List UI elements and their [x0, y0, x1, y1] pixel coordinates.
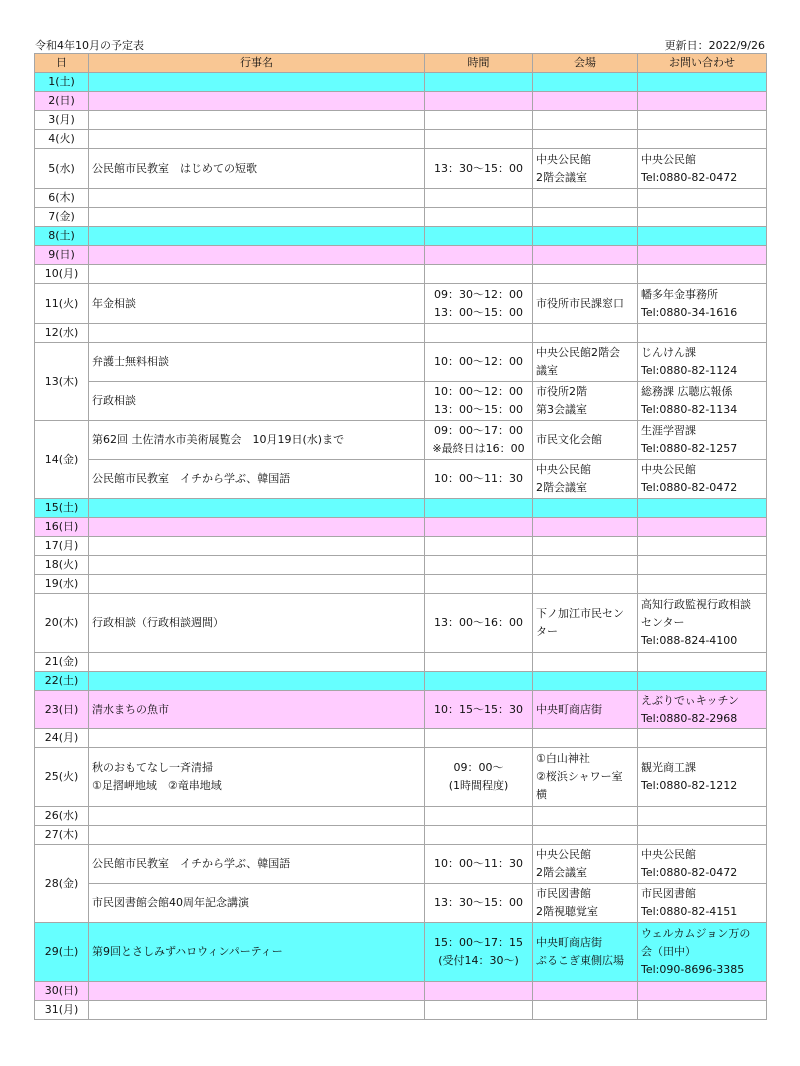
cell-line: 市民文化会館	[536, 433, 602, 446]
event-name-cell	[89, 499, 425, 518]
day-cell: 15(土)	[35, 499, 89, 518]
table-row	[35, 729, 767, 748]
cell-line: 議室	[536, 364, 558, 377]
contact-cell	[638, 982, 767, 1001]
table-row	[35, 1001, 767, 1020]
table-row	[35, 594, 767, 653]
updated-date: 更新日：2022/9/26	[664, 39, 765, 52]
day-cell: 30(日)	[35, 982, 89, 1001]
day-cell: 10(月)	[35, 265, 89, 284]
time-cell	[425, 537, 533, 556]
day-cell: 17(月)	[35, 537, 89, 556]
cell-line: ①足摺岬地域 ②竜串地域	[92, 779, 222, 792]
day-cell: 14(金)	[35, 421, 89, 499]
time-cell	[425, 672, 533, 691]
cell-line: 10：00～11：30	[434, 857, 523, 870]
cell-line: 会（田中）	[641, 945, 696, 958]
time-cell	[425, 149, 533, 189]
cell-line: Tel:0880-82-0472	[641, 481, 738, 494]
table-row	[35, 556, 767, 575]
event-name-cell	[89, 92, 425, 111]
day-cell: 24(月)	[35, 729, 89, 748]
day-cell: 7(金)	[35, 208, 89, 227]
time-cell	[425, 1001, 533, 1020]
contact-cell	[638, 653, 767, 672]
event-name-cell	[89, 382, 425, 421]
time-cell	[425, 807, 533, 826]
cell-line: 第3会議室	[536, 403, 587, 416]
venue-cell	[533, 672, 638, 691]
day-cell: 20(木)	[35, 594, 89, 653]
table-row	[35, 343, 767, 382]
time-cell	[425, 748, 533, 807]
table-row	[35, 284, 767, 324]
table-row	[35, 691, 767, 729]
cell-line: 下ノ加江市民セン	[536, 607, 624, 620]
cell-line: 行政相談（行政相談週間）	[92, 616, 224, 629]
venue-cell	[533, 594, 638, 653]
cell-line: 公民館市民教室 はじめての短歌	[92, 161, 257, 175]
table-row	[35, 460, 767, 499]
contact-cell	[638, 149, 767, 189]
cell-line: 10：15～15：30	[434, 702, 523, 716]
cell-line: 中央公民館	[536, 463, 591, 476]
cell-line: Tel:0880-82-0472	[641, 866, 738, 879]
cell-line: ※最終日は16：00	[432, 442, 525, 455]
venue-cell	[533, 421, 638, 460]
col-header-time: 時間	[425, 54, 533, 73]
time-cell	[425, 73, 533, 92]
event-name-cell	[89, 672, 425, 691]
cell-line: Tel:0880-82-1124	[641, 364, 738, 377]
day-cell: 23(日)	[35, 691, 89, 729]
table-row	[35, 807, 767, 826]
contact-cell	[638, 826, 767, 845]
day-cell: 21(金)	[35, 653, 89, 672]
venue-cell	[533, 130, 638, 149]
contact-cell	[638, 518, 767, 537]
table-row	[35, 92, 767, 111]
cell-line: センター	[641, 616, 685, 629]
cell-line: じんけん課	[641, 346, 696, 359]
cell-line: Tel:0880-82-1134	[641, 403, 738, 416]
cell-line: ター	[536, 625, 558, 638]
cell-line: 市民図書館会館40周年記念講演	[92, 896, 249, 909]
cell-line: 2階視聴覚室	[536, 905, 598, 918]
table-row	[35, 265, 767, 284]
contact-cell	[638, 807, 767, 826]
time-cell	[425, 556, 533, 575]
contact-cell	[638, 189, 767, 208]
time-cell	[425, 594, 533, 653]
contact-cell	[638, 284, 767, 324]
cell-line: Tel:090-8696-3385	[641, 963, 745, 976]
contact-cell	[638, 845, 767, 884]
contact-cell	[638, 691, 767, 729]
table-row	[35, 227, 767, 246]
venue-cell	[533, 73, 638, 92]
cell-line: 中央公民館2階会	[536, 346, 620, 359]
venue-cell	[533, 284, 638, 324]
event-name-cell	[89, 1001, 425, 1020]
venue-cell	[533, 1001, 638, 1020]
table-row	[35, 149, 767, 189]
event-name-cell	[89, 691, 425, 729]
contact-cell	[638, 556, 767, 575]
cell-line: えぶりでぃキッチン	[641, 693, 740, 707]
cell-line: 市民図書館	[641, 887, 696, 900]
table-row	[35, 537, 767, 556]
table-row	[35, 421, 767, 460]
cell-line: 第62回 土佐清水市美術展覧会 10月19日(水)まで	[92, 433, 345, 446]
time-cell	[425, 884, 533, 923]
cell-line: Tel:0880-82-2968	[641, 711, 738, 725]
cell-line: ぷるこぎ東側広場	[536, 954, 624, 967]
venue-cell	[533, 208, 638, 227]
table-row	[35, 499, 767, 518]
event-name-cell	[89, 149, 425, 189]
cell-line: 高知行政監視行政相談	[641, 598, 751, 611]
table-row	[35, 382, 767, 421]
cell-line: 市民図書館	[536, 887, 591, 900]
table-row	[35, 111, 767, 130]
cell-line: ②桜浜シャワー室	[536, 770, 623, 783]
cell-line: 2階会議室	[536, 866, 587, 879]
table-row	[35, 575, 767, 594]
time-cell	[425, 284, 533, 324]
day-cell: 4(火)	[35, 130, 89, 149]
day-cell: 2(日)	[35, 92, 89, 111]
page-title: 令和4年10月の予定表	[35, 39, 144, 52]
time-cell	[425, 460, 533, 499]
table-row	[35, 672, 767, 691]
venue-cell	[533, 653, 638, 672]
table-row	[35, 845, 767, 884]
contact-cell	[638, 748, 767, 807]
cell-line: 弁護士無料相談	[92, 355, 169, 368]
event-name-cell	[89, 73, 425, 92]
event-name-cell	[89, 421, 425, 460]
day-cell: 18(火)	[35, 556, 89, 575]
cell-line: 公民館市民教室 イチから学ぶ、韓国語	[92, 472, 291, 485]
day-cell: 13(木)	[35, 343, 89, 421]
venue-cell	[533, 691, 638, 729]
cell-line: 中央公民館	[536, 152, 591, 166]
cell-line: 市役所2階	[536, 385, 587, 398]
cell-line: 09：00～17：00	[434, 424, 523, 437]
event-name-cell	[89, 556, 425, 575]
col-header-contact: お問い合わせ	[638, 54, 767, 73]
cell-line: 10：00～12：00	[434, 385, 523, 398]
cell-line: 公民館市民教室 イチから学ぶ、韓国語	[92, 857, 291, 870]
cell-line: 中央町商店街	[536, 936, 602, 949]
day-cell: 5(水)	[35, 149, 89, 189]
cell-line: 2階会議室	[536, 170, 587, 184]
cell-line: 横	[536, 788, 547, 801]
contact-cell	[638, 265, 767, 284]
event-name-cell	[89, 227, 425, 246]
time-cell	[425, 343, 533, 382]
cell-line: 行政相談	[92, 394, 136, 407]
event-name-cell	[89, 845, 425, 884]
contact-cell	[638, 729, 767, 748]
event-name-cell	[89, 884, 425, 923]
day-cell: 28(金)	[35, 845, 89, 923]
day-cell: 1(土)	[35, 73, 89, 92]
day-cell: 22(土)	[35, 672, 89, 691]
venue-cell	[533, 111, 638, 130]
cell-line: 総務課 広聴広報係	[641, 385, 733, 398]
time-cell	[425, 382, 533, 421]
venue-cell	[533, 807, 638, 826]
cell-line: 中央町商店街	[536, 702, 602, 716]
cell-line: 13：00～15：00	[434, 403, 523, 416]
contact-cell	[638, 575, 767, 594]
table-header-row	[35, 54, 767, 73]
venue-cell	[533, 265, 638, 284]
event-name-cell	[89, 284, 425, 324]
table-row	[35, 923, 767, 982]
time-cell	[425, 189, 533, 208]
cell-line: 10：00～11：30	[434, 472, 523, 485]
table-row	[35, 208, 767, 227]
venue-cell	[533, 537, 638, 556]
event-name-cell	[89, 324, 425, 343]
day-cell: 9(日)	[35, 246, 89, 265]
contact-cell	[638, 1001, 767, 1020]
time-cell	[425, 653, 533, 672]
event-name-cell	[89, 826, 425, 845]
cell-line: 09：00～	[453, 761, 504, 774]
time-cell	[425, 246, 533, 265]
event-name-cell	[89, 460, 425, 499]
cell-line: 2階会議室	[536, 481, 587, 494]
cell-line: 清水まちの魚市	[92, 702, 169, 716]
cell-line: 年金相談	[92, 296, 136, 310]
venue-cell	[533, 149, 638, 189]
venue-cell	[533, 499, 638, 518]
table-row	[35, 653, 767, 672]
cell-line: 中央公民館	[536, 848, 591, 861]
day-cell: 8(土)	[35, 227, 89, 246]
cell-line: 13：30～15：00	[434, 161, 523, 175]
time-cell	[425, 729, 533, 748]
col-header-venue: 会場	[533, 54, 638, 73]
contact-cell	[638, 324, 767, 343]
day-cell: 19(水)	[35, 575, 89, 594]
cell-line: 13：30～15：00	[434, 896, 523, 909]
venue-cell	[533, 382, 638, 421]
event-name-cell	[89, 265, 425, 284]
day-cell: 16(日)	[35, 518, 89, 537]
table-row	[35, 826, 767, 845]
table-row	[35, 324, 767, 343]
contact-cell	[638, 421, 767, 460]
day-cell: 26(水)	[35, 807, 89, 826]
cell-line: Tel:0880-82-1257	[641, 442, 738, 455]
venue-cell	[533, 343, 638, 382]
time-cell	[425, 691, 533, 729]
day-cell: 6(木)	[35, 189, 89, 208]
cell-line: ウェルカムジョン万の	[641, 927, 751, 940]
cell-line: 生涯学習課	[641, 424, 696, 437]
cell-line: 幡多年金事務所	[641, 287, 718, 301]
event-name-cell	[89, 246, 425, 265]
venue-cell	[533, 92, 638, 111]
time-cell	[425, 518, 533, 537]
time-cell	[425, 982, 533, 1001]
table-row	[35, 884, 767, 923]
schedule-body	[35, 73, 767, 1020]
event-name-cell	[89, 343, 425, 382]
contact-cell	[638, 537, 767, 556]
table-row	[35, 518, 767, 537]
event-name-cell	[89, 537, 425, 556]
table-row	[35, 189, 767, 208]
venue-cell	[533, 845, 638, 884]
table-row	[35, 982, 767, 1001]
cell-line: 中央公民館	[641, 463, 696, 476]
event-name-cell	[89, 807, 425, 826]
contact-cell	[638, 594, 767, 653]
cell-line: 第9回とさしみずハロウィンパーティー	[92, 945, 283, 958]
time-cell	[425, 575, 533, 594]
event-name-cell	[89, 518, 425, 537]
time-cell	[425, 421, 533, 460]
event-name-cell	[89, 982, 425, 1001]
time-cell	[425, 208, 533, 227]
venue-cell	[533, 518, 638, 537]
time-cell	[425, 499, 533, 518]
cell-line: 市役所市民課窓口	[536, 296, 624, 310]
table-row	[35, 130, 767, 149]
page-header	[35, 37, 765, 53]
cell-line: 10：00～12：00	[434, 355, 523, 368]
cell-line: 秋のおもてなし一斉清掃	[92, 761, 213, 774]
venue-cell	[533, 460, 638, 499]
venue-cell	[533, 189, 638, 208]
event-name-cell	[89, 729, 425, 748]
time-cell	[425, 324, 533, 343]
contact-cell	[638, 343, 767, 382]
time-cell	[425, 130, 533, 149]
table-row	[35, 748, 767, 807]
contact-cell	[638, 884, 767, 923]
time-cell	[425, 111, 533, 130]
cell-line: Tel:0880-82-1212	[641, 779, 738, 792]
table-row	[35, 246, 767, 265]
day-cell: 31(月)	[35, 1001, 89, 1020]
event-name-cell	[89, 189, 425, 208]
event-name-cell	[89, 594, 425, 653]
event-name-cell	[89, 923, 425, 982]
contact-cell	[638, 227, 767, 246]
cell-line: 中央公民館	[641, 848, 696, 861]
table-row	[35, 73, 767, 92]
contact-cell	[638, 672, 767, 691]
contact-cell	[638, 130, 767, 149]
col-header-day: 日	[35, 54, 89, 73]
time-cell	[425, 265, 533, 284]
venue-cell	[533, 923, 638, 982]
time-cell	[425, 923, 533, 982]
contact-cell	[638, 382, 767, 421]
contact-cell	[638, 499, 767, 518]
cell-line: Tel:0880-82-0472	[641, 170, 738, 184]
time-cell	[425, 826, 533, 845]
contact-cell	[638, 73, 767, 92]
venue-cell	[533, 982, 638, 1001]
day-cell: 3(月)	[35, 111, 89, 130]
day-cell: 25(火)	[35, 748, 89, 807]
event-name-cell	[89, 111, 425, 130]
contact-cell	[638, 460, 767, 499]
venue-cell	[533, 729, 638, 748]
cell-line: 15：00～17：15	[434, 936, 523, 949]
schedule-table	[34, 53, 767, 1020]
col-header-event: 行事名	[89, 54, 425, 73]
cell-line: 観光商工課	[641, 761, 696, 774]
cell-line: 13：00～16：00	[434, 616, 523, 629]
event-name-cell	[89, 748, 425, 807]
cell-line: 09：30～12：00	[434, 287, 523, 301]
cell-line: ①白山神社	[536, 752, 590, 765]
event-name-cell	[89, 653, 425, 672]
day-cell: 27(木)	[35, 826, 89, 845]
cell-line: 13：00～15：00	[434, 305, 523, 319]
cell-line: Tel:0880-34-1616	[641, 305, 738, 319]
contact-cell	[638, 923, 767, 982]
contact-cell	[638, 92, 767, 111]
cell-line: Tel:0880-82-4151	[641, 905, 738, 918]
contact-cell	[638, 111, 767, 130]
venue-cell	[533, 748, 638, 807]
contact-cell	[638, 246, 767, 265]
day-cell: 11(火)	[35, 284, 89, 324]
venue-cell	[533, 556, 638, 575]
event-name-cell	[89, 208, 425, 227]
event-name-cell	[89, 575, 425, 594]
venue-cell	[533, 884, 638, 923]
venue-cell	[533, 575, 638, 594]
venue-cell	[533, 227, 638, 246]
cell-line: Tel:088-824-4100	[641, 634, 738, 647]
cell-line: (1時間程度)	[448, 779, 509, 792]
venue-cell	[533, 324, 638, 343]
time-cell	[425, 845, 533, 884]
day-cell: 29(土)	[35, 923, 89, 982]
venue-cell	[533, 826, 638, 845]
event-name-cell	[89, 130, 425, 149]
cell-line: (受付14：30～)	[438, 954, 519, 967]
cell-line: 中央公民館	[641, 152, 696, 166]
contact-cell	[638, 208, 767, 227]
time-cell	[425, 92, 533, 111]
venue-cell	[533, 246, 638, 265]
time-cell	[425, 227, 533, 246]
day-cell: 12(水)	[35, 324, 89, 343]
